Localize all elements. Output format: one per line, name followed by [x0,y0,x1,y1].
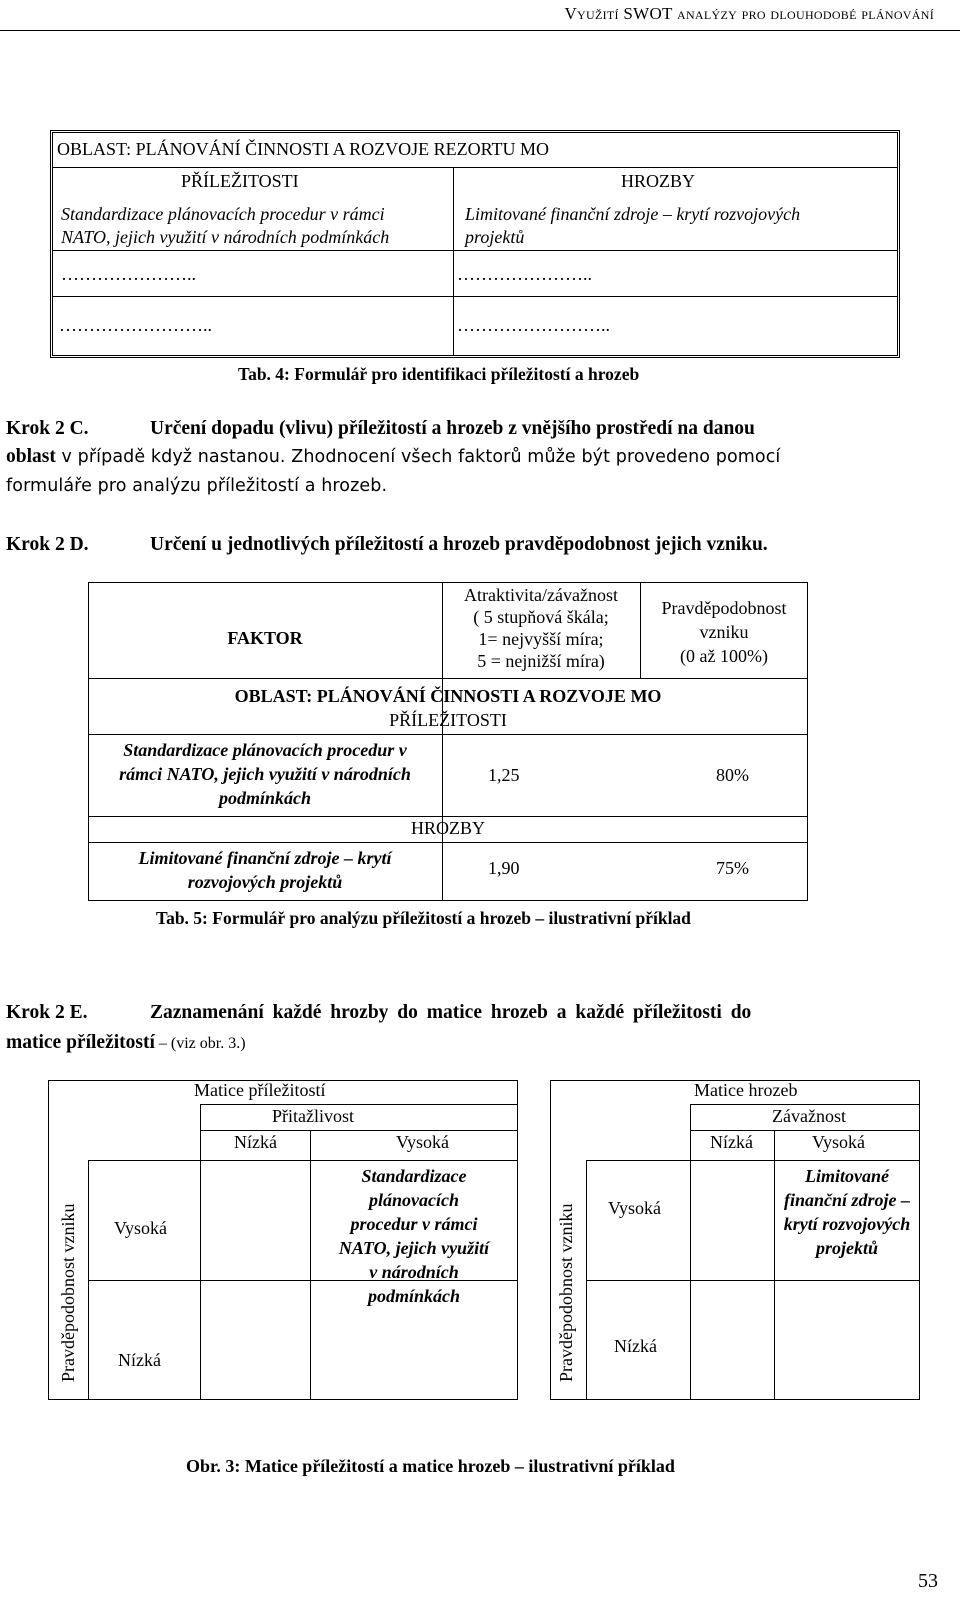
prob-line: (0 až 100%) [680,646,768,666]
matrix-border [550,1399,920,1400]
threat-matrix-x-low: Nízká [710,1132,753,1152]
figure-caption: Obr. 3: Matice příležitostí a matice hrozeb – ilustrativní příklad [186,1456,675,1476]
row-divider [88,842,808,843]
matrix-line [690,1104,920,1105]
row-divider [88,678,808,679]
table4-threat-line2: projektů [465,227,525,247]
table4-caption: Tab. 4: Formulář pro identifikaci příležitostí a hrozeb [238,364,640,384]
table5-caption: Tab. 5: Formulář pro analýzu příležitostí a hrozeb – ilustrativní příklad [156,908,691,928]
row-divider [53,296,897,297]
table-5 [88,582,808,902]
cell-line: Limitované [805,1166,889,1186]
threat-matrix-y-axis: Pravděpodobnost vzniku [556,1203,576,1382]
threat-matrix-x-high: Vysoká [812,1132,865,1152]
table4-threats-header: HROZBY [621,171,696,191]
matrix-line [200,1104,201,1400]
cell-line: plánovacích [369,1190,459,1210]
thr-line: rozvojových projektů [187,872,343,892]
attr-line: 1= nejvyšší míra; [478,629,604,649]
cell-line: projektů [815,1238,878,1258]
threat-matrix-x-axis: Závažnost [772,1106,846,1126]
matrix-line [774,1130,775,1400]
matrix-line [690,1104,691,1160]
matrix-border [517,1080,518,1400]
table5-opportunity-item [88,738,442,810]
krok-2e-heading: Zaznamenání každé hrozby do matice hrozeb a každé příležitosti do [150,1002,752,1023]
krok-2c-line2-rest: v případě když nastanou. Zhodnocení všech faktorů může být provedeno pomocí [55,447,781,467]
opp-line: Standardizace plánovacích procedur v [123,740,407,760]
table5-threat-score: 1,90 [488,858,520,878]
krok-2e-rest: – (viz obr. 3.) [154,1035,246,1052]
table5-opportunities-label: PŘÍLEŽITOSTI [389,710,507,730]
row-divider [88,816,808,817]
krok-2d-heading: Určení u jednotlivých příležitostí a hrozeb pravděpodobnost jejich vzniku. [150,534,768,555]
prob-line: Pravděpodobnost [661,598,787,618]
row-divider [53,167,897,168]
table4-opportunity-line2: NATO, jejich využití v národních podmínkách [61,227,390,247]
matrix-line [690,1130,920,1131]
table5-threats-label: HROZBY [410,818,485,838]
matrix-border [48,1399,518,1400]
cell-line: finanční zdroje – [783,1190,911,1210]
matrix-line [200,1130,518,1131]
threat-matrix-y-high: Vysoká [608,1198,661,1218]
table4-dots: ………………….. [457,264,592,284]
cell-line: procedur v rámci [350,1214,478,1234]
krok-2c-oblast: oblast [6,446,56,467]
threat-matrix-item [776,1164,918,1260]
table4-dots: …………………….. [457,315,610,335]
opportunity-matrix-title: Matice příležitostí [194,1080,326,1100]
krok-2e-line2 [6,1032,246,1054]
opportunity-matrix-y-high: Vysoká [114,1218,167,1238]
opp-line: rámci NATO, jejich využití v národních [119,764,411,784]
threat-matrix-y-low: Nízká [614,1336,657,1356]
cell-line: krytí rozvojových [783,1214,911,1234]
thr-line: Limitované finanční zdroje – krytí [138,848,392,868]
table4-opportunity-line1: Standardizace plánovacích procedur v rámci [61,204,385,224]
header-rule [0,30,960,31]
page-number: 53 [918,1570,938,1592]
matrix-line [586,1280,920,1281]
matrix-border [550,1080,551,1400]
krok-2e-bold: matice příležitostí [6,1032,155,1053]
krok-2c-line2 [6,446,780,468]
opportunity-matrix-item [314,1164,514,1308]
opportunity-matrix-x-high: Vysoká [396,1132,449,1152]
threat-matrix [550,1080,920,1400]
table4-area-title: OBLAST: PLÁNOVÁNÍ ČINNOSTI A ROZVOJE REZORTU MO [57,139,550,159]
table5-threat-probability: 75% [716,858,749,878]
table5-threat-item [88,846,442,894]
prob-line: vzniku [699,622,749,642]
cell-line: NATO, jejich využití [338,1238,490,1258]
col-divider [453,167,454,355]
krok-2c-line3: formuláře pro analýzu příležitostí a hrozeb. [6,476,388,496]
krok-2e-label: Krok 2 E. [6,1002,88,1023]
cell-line: podmínkách [367,1286,460,1306]
opportunity-matrix-y-axis: Pravděpodobnost vzniku [58,1203,78,1382]
table5-col-factor: FAKTOR [227,628,303,648]
bottom-border [88,900,808,901]
attr-line: 5 = nejnižší míra) [477,651,605,671]
table4-dots: ………………….. [61,264,196,284]
table4-threat-line1: Limitované finanční zdroje – krytí rozvojových [465,204,801,224]
table5-opportunity-probability: 80% [716,765,749,785]
krok-2c-heading: Určení dopadu (vlivu) příležitostí a hrozeb z vnějšího prostředí na danou [150,418,755,439]
krok-2d-label: Krok 2 D. [6,534,89,555]
top-border [88,582,807,583]
opportunity-matrix [48,1080,518,1400]
cell-line: Standardizace [361,1166,467,1186]
matrix-line [88,1160,518,1161]
matrix-line [586,1160,920,1161]
row-divider [53,250,897,251]
opportunity-matrix-x-axis: Přitažlivost [272,1106,354,1126]
table-4 [50,130,900,358]
table5-area-title: OBLAST: PLÁNOVÁNÍ ČINNOSTI A ROZVOJE MO [234,686,662,706]
krok-2c-label: Krok 2 C. [6,418,89,439]
opportunity-matrix-y-low: Nízká [118,1350,161,1370]
matrix-line [200,1104,518,1105]
opportunity-matrix-x-low: Nízká [234,1132,277,1152]
matrix-border [48,1080,49,1400]
threat-matrix-title: Matice hrozeb [694,1080,798,1100]
row-divider [88,734,808,735]
table4-dots: …………………….. [59,315,212,335]
attr-line: Atraktivita/závažnost [464,585,618,605]
table5-opportunity-score: 1,25 [488,765,520,785]
attr-line: ( 5 stupňová škála; [473,607,609,627]
cell-line: v národních [369,1262,459,1282]
matrix-border [919,1080,920,1400]
matrix-line [310,1130,311,1400]
running-header: Využití SWOT analýzy pro dlouhodobé plánování [564,4,934,23]
table4-opportunities-header: PŘÍLEŽITOSTI [181,171,299,191]
table5-col-attractiveness [442,584,640,672]
table5-col-probability [640,596,808,668]
opp-line: podmínkách [218,788,311,808]
